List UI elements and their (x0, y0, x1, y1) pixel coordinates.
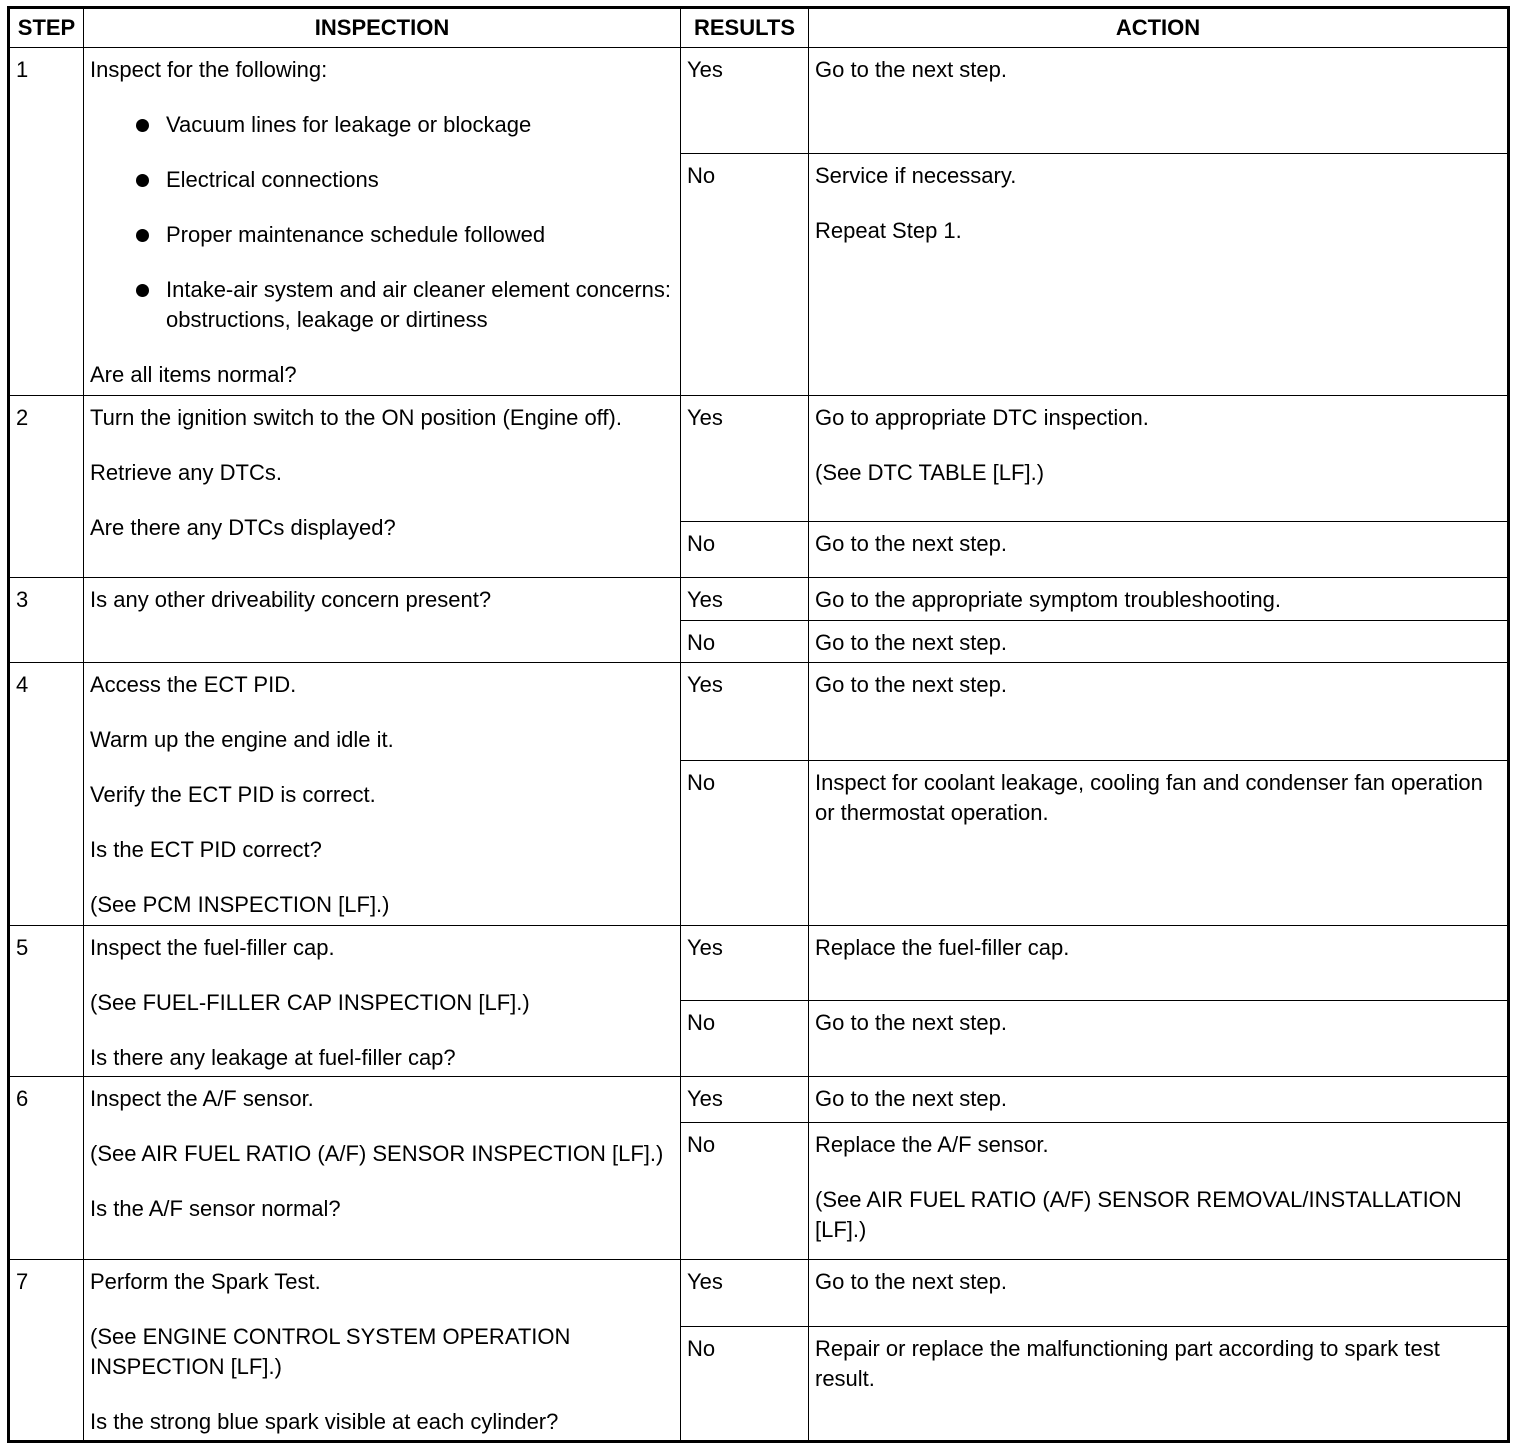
header-row (9, 8, 1509, 48)
inspection-bullet-item: Intake-air system and air cleaner element concerns: obstructions, leakage or dirtiness (90, 275, 674, 335)
result-no: No (681, 1327, 809, 1442)
inspection-text: Inspect the fuel-filler cap. (90, 935, 335, 960)
table-row-yes (9, 1077, 1509, 1123)
action-yes (809, 396, 1509, 522)
step-number: 7 (9, 1260, 84, 1442)
result-no: No (681, 1001, 809, 1077)
inspection-text: Is the A/F sensor normal? (90, 1196, 341, 1221)
inspection-text: Is the strong blue spark visible at each cylinder? (90, 1409, 559, 1434)
action-text: Replace the fuel-filler cap. (815, 935, 1070, 960)
inspection-text: (See ENGINE CONTROL SYSTEM OPERATION INSPECTION [LF].) (90, 1324, 571, 1379)
action-text: Go to the appropriate symptom troubleshooting. (815, 587, 1281, 612)
table-row-yes (9, 578, 1509, 621)
table-row-yes (9, 396, 1509, 522)
inspection-text: Access the ECT PID. (90, 672, 297, 697)
result-yes: Yes (681, 48, 809, 154)
action-text: Go to the next step. (815, 57, 1008, 82)
action-no (809, 1123, 1509, 1260)
inspection-cell (84, 926, 681, 1077)
inspection-bullet-item: Proper maintenance schedule followed (90, 220, 674, 250)
action-yes (809, 926, 1509, 1001)
inspection-cell (84, 1077, 681, 1260)
inspection-bullet-item: Electrical connections (90, 165, 674, 195)
action-no (809, 522, 1509, 578)
action-text: Repair or replace the malfunctioning part according to spark test result. (815, 1336, 1440, 1391)
action-no (809, 1327, 1509, 1442)
result-no: No (681, 1123, 809, 1260)
action-text: (See AIR FUEL RATIO (A/F) SENSOR REMOVAL/INSTALLATION [LF].) (815, 1187, 1462, 1242)
action-text: Go to the next step. (815, 1086, 1008, 1111)
table-row-yes (9, 1260, 1509, 1327)
result-yes: Yes (681, 396, 809, 522)
inspection-cell (84, 396, 681, 578)
header-results: RESULTS (681, 8, 809, 48)
result-no: No (681, 522, 809, 578)
inspection-text: (See PCM INSPECTION [LF].) (90, 892, 390, 917)
inspection-text: Turn the ignition switch to the ON position (Engine off). (90, 405, 622, 430)
result-yes: Yes (681, 1077, 809, 1123)
inspection-text: Inspect for the following: (90, 57, 328, 82)
action-text: Go to the next step. (815, 531, 1008, 556)
action-no (809, 1001, 1509, 1077)
step-number: 5 (9, 926, 84, 1077)
inspection-text: Are there any DTCs displayed? (90, 515, 396, 540)
inspection-text: Warm up the engine and idle it. (90, 727, 394, 752)
inspection-cell (84, 578, 681, 663)
inspection-text: Perform the Spark Test. (90, 1269, 321, 1294)
step-number: 6 (9, 1077, 84, 1260)
diagnostic-procedure-table (7, 6, 1510, 1443)
action-text: Go to the next step. (815, 672, 1008, 697)
action-no (809, 621, 1509, 663)
action-yes (809, 1260, 1509, 1327)
table-row-yes (9, 48, 1509, 154)
inspection-cell (84, 1260, 681, 1442)
inspection-text: Is any other driveability concern present? (90, 587, 492, 612)
result-yes: Yes (681, 1260, 809, 1327)
result-yes: Yes (681, 926, 809, 1001)
inspection-text: Is the ECT PID correct? (90, 837, 322, 862)
action-no (809, 761, 1509, 926)
inspection-text: Inspect the A/F sensor. (90, 1086, 314, 1111)
action-yes (809, 578, 1509, 621)
step-number: 4 (9, 663, 84, 926)
inspection-text: (See FUEL-FILLER CAP INSPECTION [LF].) (90, 990, 530, 1015)
action-yes (809, 48, 1509, 154)
step-number: 3 (9, 578, 84, 663)
action-text: Repeat Step 1. (815, 218, 962, 243)
inspection-cell (84, 663, 681, 926)
inspection-text: Verify the ECT PID is correct. (90, 782, 376, 807)
inspection-text: Retrieve any DTCs. (90, 460, 282, 485)
result-yes: Yes (681, 663, 809, 761)
inspection-cell (84, 48, 681, 396)
table-row-yes (9, 926, 1509, 1001)
action-no (809, 154, 1509, 396)
action-text: Go to the next step. (815, 1269, 1008, 1294)
action-text: Inspect for coolant leakage, cooling fan and condenser fan operation or thermostat operation. (815, 770, 1483, 825)
result-yes: Yes (681, 578, 809, 621)
action-text: Replace the A/F sensor. (815, 1132, 1049, 1157)
action-yes (809, 663, 1509, 761)
action-text: (See DTC TABLE [LF].) (815, 460, 1045, 485)
inspection-text: (See AIR FUEL RATIO (A/F) SENSOR INSPECTION [LF].) (90, 1141, 664, 1166)
header-step: STEP (9, 8, 84, 48)
header-inspection: INSPECTION (84, 8, 681, 48)
action-yes (809, 1077, 1509, 1123)
result-no: No (681, 621, 809, 663)
action-text: Go to appropriate DTC inspection. (815, 405, 1149, 430)
inspection-bullet-item: Vacuum lines for leakage or blockage (90, 110, 674, 140)
action-text: Service if necessary. (815, 163, 1017, 188)
step-number: 2 (9, 396, 84, 578)
action-text: Go to the next step. (815, 1010, 1008, 1035)
table-row-yes (9, 663, 1509, 761)
inspection-text: Is there any leakage at fuel-filler cap? (90, 1045, 456, 1070)
inspection-text: Are all items normal? (90, 362, 297, 387)
header-action: ACTION (809, 8, 1509, 48)
result-no: No (681, 761, 809, 926)
step-number: 1 (9, 48, 84, 396)
result-no: No (681, 154, 809, 396)
action-text: Go to the next step. (815, 630, 1008, 655)
